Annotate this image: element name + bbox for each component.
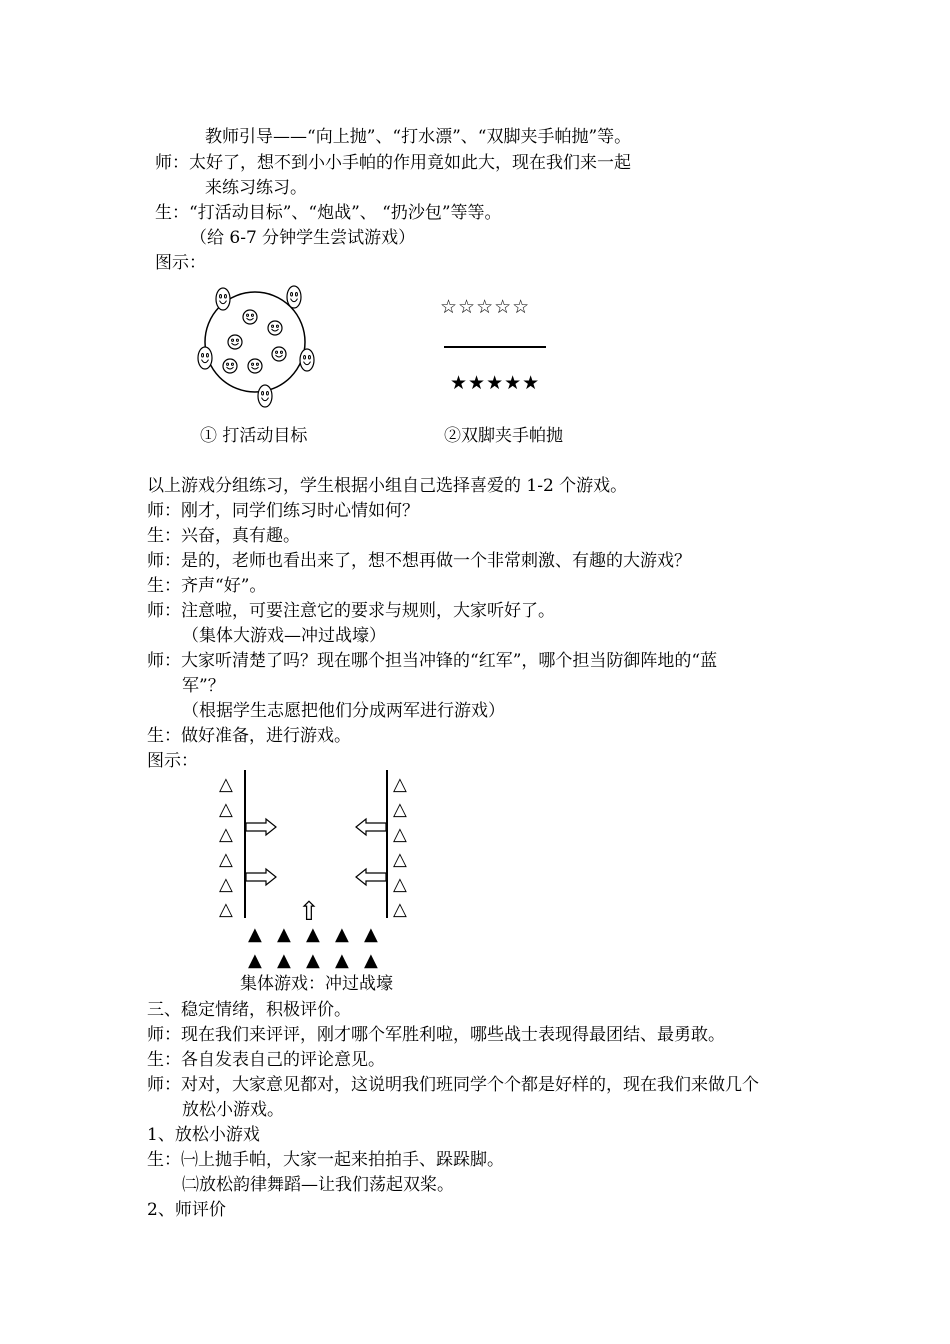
divider-line [444,346,546,348]
text-line: 生：㈠上抛手帕，大家一起来拍拍手、跺跺脚。 [147,1150,504,1170]
figure1-caption: ① 打活动目标 [200,426,308,446]
figure2-caption: ②双脚夹手帕抛 [444,426,563,446]
hollow-stars-row: ☆☆☆☆☆ [440,296,531,318]
open-triangle-icon: △ [219,899,233,920]
arrow-left-icon [356,819,386,835]
filled-triangle-icon: ▲ [248,924,262,945]
text-line: 生：做好准备，进行游戏。 [147,726,351,746]
filled-triangle-icon: ▲ [306,924,320,945]
solid-stars-row: ★★★★★ [450,372,541,394]
figure-hit-target [190,280,330,415]
text-line: 生：兴奋，真有趣。 [147,526,300,546]
filled-triangle-icon: ▲ [335,924,349,945]
text-line: 生：各自发表自己的评论意见。 [147,1050,385,1070]
text-line: 生：齐声“好”。 [147,576,267,596]
open-triangle-icon: △ [219,824,233,845]
smiley-face-icon [198,347,212,369]
text-line: （集体大游戏—冲过战壕） [182,626,386,646]
open-triangle-icon: △ [393,849,407,870]
text-line: 来练习练习。 [205,178,307,198]
smiley-face-icon [248,359,262,373]
trench-diagram [215,768,425,973]
circle-smiley-diagram [190,280,330,415]
smiley-face-icon [300,349,314,371]
filled-triangle-icon: ▲ [277,924,291,945]
open-triangle-icon: △ [219,849,233,870]
open-triangle-icon: △ [219,774,233,795]
arrow-right-icon [246,819,276,835]
text-line: 师：大家听清楚了吗？现在哪个担当冲锋的“红军”，哪个担当防御阵地的“蓝 [147,651,718,671]
open-triangle-icon: △ [393,824,407,845]
open-triangle-icon: △ [219,799,233,820]
filled-triangle-icon: ▲ [364,924,378,945]
figure-handkerchief-throw [438,296,558,406]
smiley-face-icon [216,288,230,310]
smiley-face-icon [243,310,257,324]
text-line: 师：对对，大家意见都对，这说明我们班同学个个都是好样的，现在我们来做几个 [147,1075,759,1095]
text-line: 以上游戏分组练习，学生根据小组自己选择喜爱的 1-2 个游戏。 [147,476,628,496]
open-triangle-icon: △ [219,874,233,895]
open-triangle-icon: △ [393,899,407,920]
arrow-up-icon: ⇧ [298,897,320,927]
filled-triangle-icon: ▲ [248,950,262,971]
filled-triangle-icon: ▲ [277,950,291,971]
text-line: 师：现在我们来评评，刚才哪个军胜利啦，哪些战士表现得最团结、最勇敢。 [147,1025,725,1045]
smiley-face-icon [268,321,282,335]
text-line: 师：太好了，想不到小小手帕的作用竟如此大，现在我们来一起 [155,153,631,173]
open-triangle-icon: △ [393,774,407,795]
filled-triangle-icon: ▲ [364,950,378,971]
text-line: 图示： [155,253,206,273]
text-line: 教师引导——“向上抛”、“打水漂”、“双脚夹手帕抛”等。 [205,127,632,147]
text-line: 师：刚才，同学们练习时心情如何？ [147,501,419,521]
text-line: 图示： [147,751,198,771]
text-line: 生：“打活动目标”、“炮战”、 “扔沙包”等等。 [155,203,502,223]
arrow-left-icon [356,869,386,885]
text-line: 2、师评价 [147,1200,226,1220]
filled-triangle-icon: ▲ [335,950,349,971]
smiley-face-icon [228,335,242,349]
filled-triangle-icon: ▲ [306,950,320,971]
text-line: ㈡放松韵律舞蹈—让我们荡起双桨。 [182,1175,454,1195]
open-triangle-icon: △ [393,799,407,820]
smiley-face-icon [272,347,286,361]
figure3-caption: 集体游戏：冲过战壕 [240,974,393,994]
text-line: （给 6-7 分钟学生尝试游戏） [190,228,416,248]
text-line: 放松小游戏。 [182,1100,284,1120]
text-line: 师：是的，老师也看出来了，想不想再做一个非常刺激、有趣的大游戏？ [147,551,691,571]
text-line: （根据学生志愿把他们分成两军进行游戏） [182,701,505,721]
text-line: 军”？ [182,676,225,696]
text-line: 三、稳定情绪，积极评价。 [147,1000,351,1020]
text-line: 1、放松小游戏 [147,1125,260,1145]
open-triangle-icon: △ [393,874,407,895]
text-line: 师：注意啦，可要注意它的要求与规则，大家听好了。 [147,601,555,621]
arrow-right-icon [246,869,276,885]
smiley-face-icon [258,385,272,407]
figure-trench-game [215,768,425,973]
smiley-face-icon [287,286,301,308]
smiley-face-icon [223,359,237,373]
